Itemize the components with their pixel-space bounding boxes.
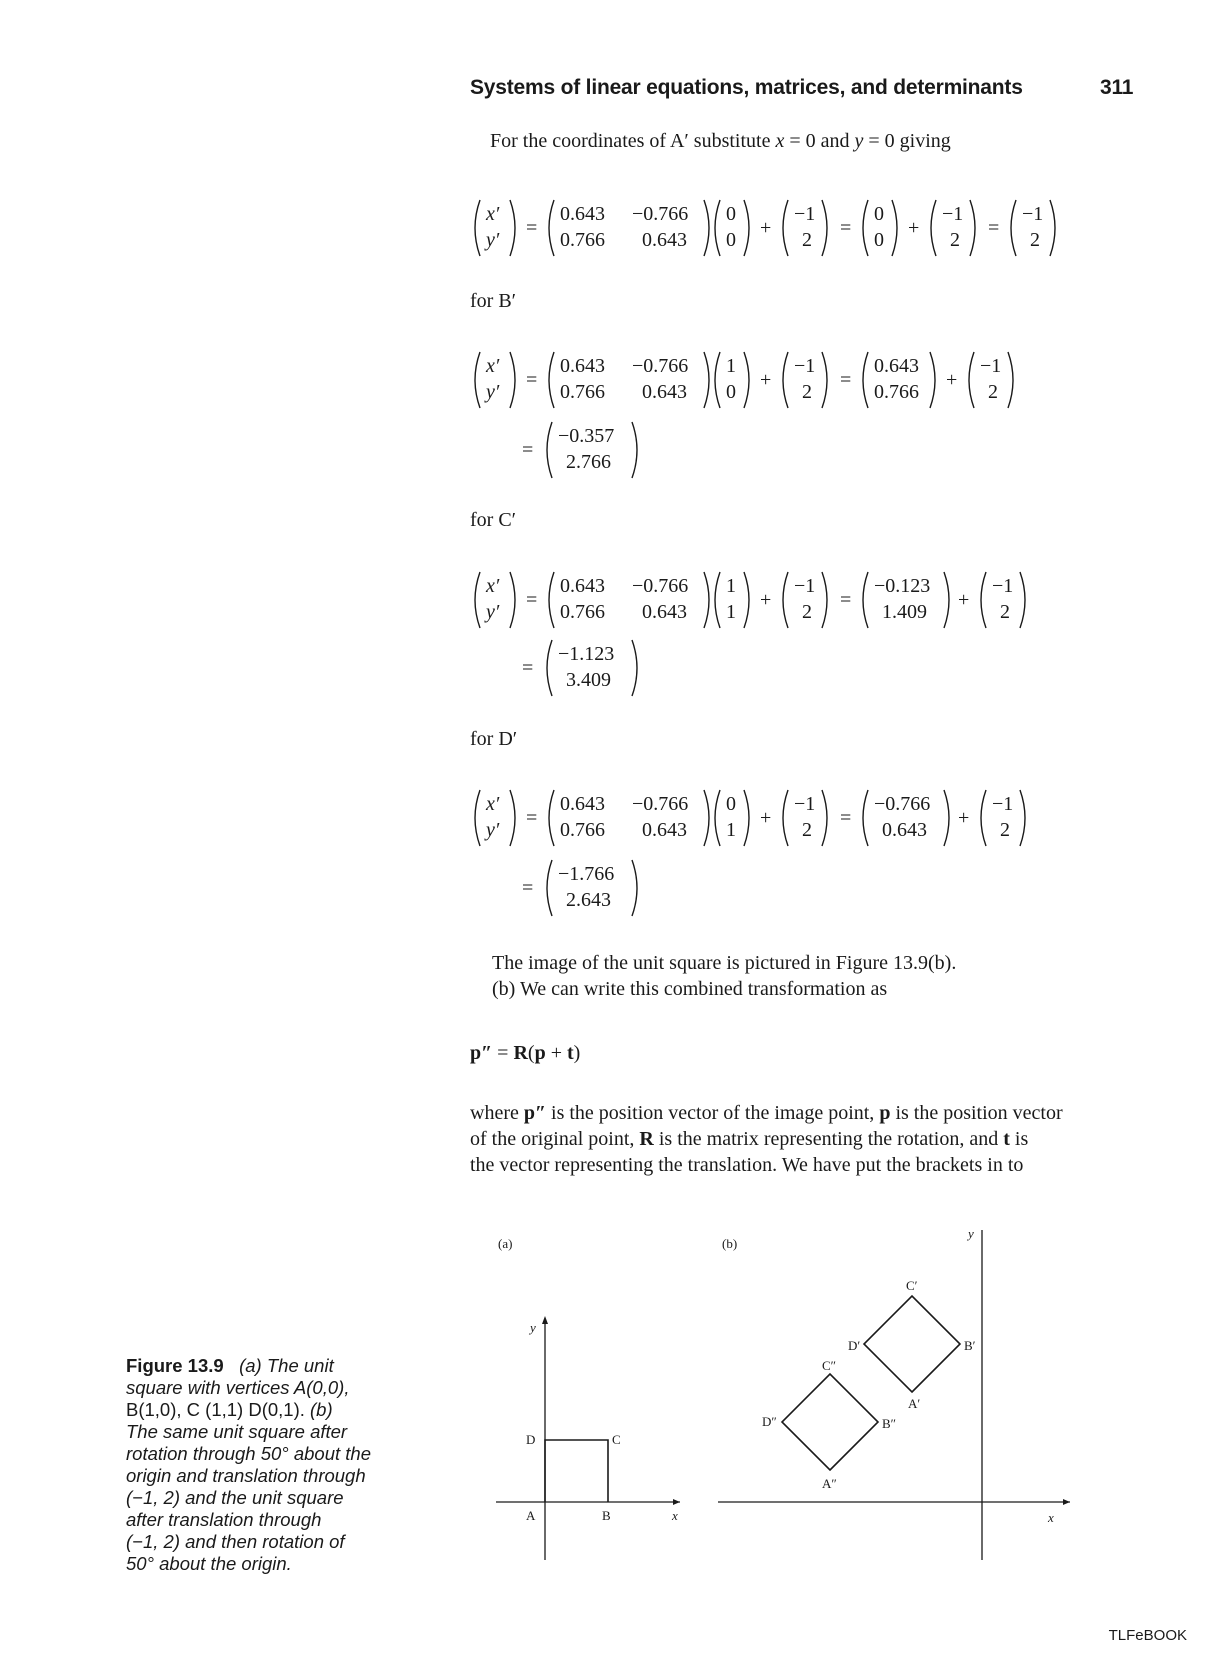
matrix-c: 0.766 [560, 819, 605, 841]
matrix-d: 0.643 [642, 229, 687, 251]
equation-a [468, 188, 1108, 268]
translation-y: 2 [988, 381, 998, 403]
matrix-b: −0.766 [632, 793, 689, 815]
paren-left [863, 200, 868, 256]
lhs-x: x′ [486, 203, 500, 225]
matrix-b: −0.766 [632, 575, 689, 597]
arrow-icon [542, 1316, 548, 1324]
panel-a-x-label: x [672, 1508, 678, 1523]
panel-b-y-label: y [968, 1230, 974, 1241]
intro-line [490, 128, 951, 154]
intermediate-x: 0.643 [874, 355, 919, 377]
square-prime [864, 1296, 960, 1392]
translation-y: 2 [802, 229, 812, 251]
paren-right [1050, 200, 1055, 256]
point-x: 0 [726, 203, 736, 225]
plus-sign: + [958, 807, 970, 829]
plus-sign: + [760, 217, 772, 239]
header-title: Systems of linear equations, matrices, and determinants [470, 76, 1023, 99]
matrix-d: 0.643 [642, 819, 687, 841]
translation-x: −1 [992, 793, 1014, 815]
intro-text: For the coordinates of A′ substitute [490, 130, 776, 152]
paragraph-image-of-square [492, 950, 956, 1002]
equals-sign: = [526, 807, 538, 829]
formula-r: R [513, 1042, 528, 1064]
paren-right [970, 200, 975, 256]
paren-left [1011, 200, 1016, 256]
translation-y: 2 [1000, 819, 1010, 841]
panel-a-label: (a) [498, 1236, 513, 1251]
intermediate-y: 1.409 [882, 601, 927, 623]
result-x: −0.357 [558, 425, 615, 447]
equals-sign: = [840, 369, 852, 391]
unit-square [545, 1440, 608, 1502]
matrix-b: −0.766 [632, 203, 689, 225]
matrix-a: 0.643 [560, 793, 605, 815]
panel-a-y-label: y [530, 1320, 536, 1335]
matrix-a: 0.643 [560, 355, 605, 377]
matrix-d: 0.643 [642, 601, 687, 623]
result-x: −1.123 [558, 643, 615, 665]
text-line: where p″ is the position vector of the image point, p is the position vector [470, 1102, 1063, 1124]
panel-b-label: (b) [722, 1236, 738, 1251]
vertex-b-double-prime-label: B″ [882, 1416, 897, 1431]
translation-x: −1 [794, 793, 816, 815]
vertex-d-label: D [526, 1432, 536, 1447]
equation-d [468, 778, 1108, 858]
intermediate-x: 0 [874, 203, 884, 225]
result-y: 3.409 [566, 669, 611, 691]
equation-b [468, 340, 1108, 420]
translation-y: 2 [950, 229, 960, 251]
equals-sign: = [840, 217, 852, 239]
point-x: 1 [726, 355, 736, 377]
translation-y: 2 [802, 819, 812, 841]
page-number: 311 [1100, 76, 1134, 99]
intermediate-y: 0 [874, 229, 884, 251]
paren-left [715, 200, 720, 256]
vertex-d-double-prime-label: D″ [762, 1414, 777, 1429]
matrix-a: 0.643 [560, 203, 605, 225]
square-double-prime [782, 1374, 878, 1470]
point-y: 0 [726, 229, 736, 251]
matrix-b: −0.766 [632, 355, 689, 377]
plus-sign: + [760, 589, 772, 611]
vertex-a-double-prime-label: A″ [822, 1476, 837, 1491]
equation-c-result [520, 628, 680, 708]
equals-sign: = [840, 589, 852, 611]
translation-y: 2 [1000, 601, 1010, 623]
matrix-d: 0.643 [642, 381, 687, 403]
arrow-icon [1063, 1499, 1070, 1505]
paren-right [704, 200, 709, 256]
label-for-c: for C′ [470, 509, 517, 531]
matrix-c: 0.766 [560, 229, 605, 251]
formula-p-double-prime: p″ [470, 1042, 493, 1064]
vertex-b-prime-label: B′ [964, 1338, 976, 1353]
plus-sign: + [760, 369, 772, 391]
equals-sign: = [526, 589, 538, 611]
intermediate-x: −0.123 [874, 575, 931, 597]
lhs-y: y′ [486, 229, 500, 251]
equals-sign: = [840, 807, 852, 829]
result-y: 2.643 [566, 889, 611, 911]
equation-d-result [520, 848, 680, 928]
intro-var-x: x [775, 130, 785, 152]
matrix-a: 0.643 [560, 575, 605, 597]
formula-paren: ( [527, 1042, 535, 1064]
lhs-x: x′ [486, 355, 500, 377]
equals-sign: = [988, 217, 1000, 239]
lhs-y: y′ [486, 819, 500, 841]
running-header [470, 76, 1134, 100]
translation-x: −1 [794, 355, 816, 377]
vertex-a-prime-label: A′ [908, 1396, 921, 1411]
text-line: (b) We can write this combined transformation as [492, 978, 888, 1000]
vertex-c-double-prime-label: C″ [822, 1358, 837, 1373]
matrix-c: 0.766 [560, 601, 605, 623]
lhs-x: x′ [486, 575, 500, 597]
panel-b-x-label: x [1048, 1510, 1054, 1525]
formula-plus: + [545, 1042, 567, 1064]
paren-left [549, 200, 554, 256]
point-x: 0 [726, 793, 736, 815]
translation-x: −1 [980, 355, 1002, 377]
vertex-c-label: C [612, 1432, 621, 1447]
paren-right [510, 200, 515, 256]
paragraph-where [470, 1100, 1063, 1178]
matrix-c: 0.766 [560, 381, 605, 403]
intro-var-y: y [854, 130, 864, 152]
text-line: The image of the unit square is pictured in Figure 13.9(b). [492, 952, 957, 974]
point-y: 1 [726, 601, 736, 623]
lhs-x: x′ [486, 793, 500, 815]
translation-x: −1 [942, 203, 964, 225]
text-line: the vector representing the translation. We have put the brackets in to [470, 1154, 1024, 1176]
equals-sign: = [522, 877, 534, 899]
label-for-d: for D′ [470, 728, 518, 750]
intermediate-x: −0.766 [874, 793, 931, 815]
point-x: 1 [726, 575, 736, 597]
paren-left [783, 200, 788, 256]
translation-y: 2 [802, 381, 812, 403]
lhs-y: y′ [486, 381, 500, 403]
equation-b-result [520, 410, 680, 490]
combined-formula [470, 1040, 580, 1066]
lhs-y: y′ [486, 601, 500, 623]
equals-sign: = [526, 217, 538, 239]
intro-text: = 0 giving [863, 130, 951, 152]
vertex-d-prime-label: D′ [848, 1338, 861, 1353]
paren-right [892, 200, 897, 256]
point-y: 0 [726, 381, 736, 403]
paren-right [744, 200, 749, 256]
plus-sign: + [760, 807, 772, 829]
intro-text: = 0 and [784, 130, 855, 152]
plus-sign: + [958, 589, 970, 611]
vertex-b-label: B [602, 1508, 611, 1523]
result-x: −1.766 [558, 863, 615, 885]
arrow-icon [673, 1499, 680, 1505]
figure-caption: Figure 13.9 (a) The unit square with vertices A(0,0), B(1,0), C (1,1) D(0,1). (b) The same unit square after rotation through 50° about the origin and translation through (−1, 2) and the unit square after translation through (−1, 2) and then rotation of 50° about the origin. [126, 1355, 371, 1574]
label-for-b: for B′ [470, 290, 517, 312]
plus-sign: + [908, 217, 920, 239]
translation-x: −1 [992, 575, 1014, 597]
equals-sign: = [522, 657, 534, 679]
formula-equals: = [492, 1042, 514, 1064]
text-line: of the original point, R is the matrix representing the rotation, and t is [470, 1128, 1029, 1150]
translation-x: −1 [794, 575, 816, 597]
translation-x: −1 [794, 203, 816, 225]
translation-y: 2 [802, 601, 812, 623]
paren-left [931, 200, 936, 256]
intermediate-y: 0.766 [874, 381, 919, 403]
plus-sign: + [946, 369, 958, 391]
formula-p: p [534, 1042, 546, 1064]
footer-watermark: TLFeBOOK [1108, 1627, 1187, 1644]
paren-left [475, 200, 480, 256]
intermediate-y: 0.643 [882, 819, 927, 841]
formula-paren: ) [573, 1042, 581, 1064]
vertex-a-label: A [526, 1508, 536, 1523]
point-y: 1 [726, 819, 736, 841]
result-x: −1 [1022, 203, 1044, 225]
equals-sign: = [526, 369, 538, 391]
result-y: 2 [1030, 229, 1040, 251]
vertex-c-prime-label: C′ [906, 1278, 918, 1293]
equals-sign: = [522, 439, 534, 461]
caption-label: Figure 13.9 [126, 1355, 224, 1376]
formula-t: t [566, 1042, 574, 1064]
result-y: 2.766 [566, 451, 611, 473]
figure-13-9 [490, 1230, 1110, 1575]
paren-right [822, 200, 827, 256]
